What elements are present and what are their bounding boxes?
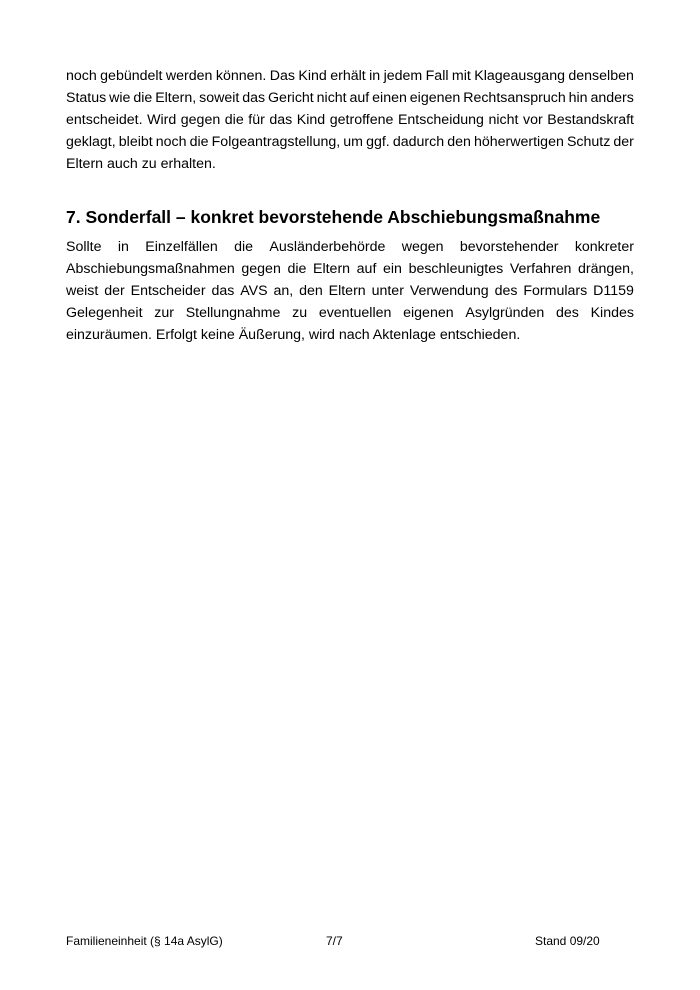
word: Bestandskraft bbox=[547, 112, 634, 128]
word: eventuellen bbox=[318, 305, 392, 321]
word: Folgeantragstellung, bbox=[211, 134, 341, 150]
paragraph-line: Eltern auch zu erhalten. bbox=[66, 156, 216, 172]
word: bleibt bbox=[118, 134, 153, 150]
word: Eltern bbox=[313, 261, 351, 277]
word: der bbox=[613, 134, 634, 150]
word: ggf. bbox=[366, 134, 390, 150]
word: wie bbox=[109, 90, 131, 106]
word: Rechtsanspruch bbox=[463, 90, 566, 106]
word: Abschiebungsmaßnahmen bbox=[66, 261, 235, 277]
word: Schutz bbox=[566, 134, 611, 150]
word: D1159 bbox=[593, 283, 634, 299]
paragraph-line bbox=[66, 280, 634, 302]
word: beschleunigtes bbox=[408, 261, 504, 277]
paragraph-line bbox=[66, 87, 634, 109]
word: unter bbox=[371, 283, 404, 299]
word: Formulars bbox=[523, 283, 588, 299]
word: in bbox=[117, 239, 129, 255]
section-heading: 7. Sonderfall – konkret bevorstehende Abschiebungsmaßnahme bbox=[66, 207, 601, 227]
word: entscheidet. bbox=[66, 112, 143, 128]
word: drängen, bbox=[577, 261, 634, 277]
word: die bbox=[224, 112, 244, 128]
word: das bbox=[242, 90, 266, 106]
paragraph-line bbox=[66, 236, 634, 258]
word: Eltern, bbox=[155, 90, 197, 106]
word: vor bbox=[522, 112, 543, 128]
word: nicht bbox=[316, 90, 347, 106]
paragraph-continuation bbox=[66, 65, 634, 175]
word: gegen bbox=[180, 112, 221, 128]
word: Gelegenheit bbox=[66, 305, 143, 321]
word: werden bbox=[165, 68, 213, 84]
word: dadurch bbox=[392, 134, 445, 150]
word: Stellungnahme bbox=[185, 305, 281, 321]
word: jedem bbox=[383, 68, 423, 84]
paragraph-line bbox=[66, 65, 634, 87]
word: Verfahren bbox=[509, 261, 572, 277]
word: die bbox=[133, 90, 153, 106]
word: anders bbox=[590, 90, 634, 106]
word: Ausländerbehörde bbox=[269, 239, 386, 255]
word: eigenen bbox=[403, 305, 454, 321]
word: gegen bbox=[241, 261, 281, 277]
word: eigenen bbox=[409, 90, 461, 106]
word: mit bbox=[451, 68, 471, 84]
word: an, bbox=[273, 283, 294, 299]
word: erhält bbox=[330, 68, 366, 84]
word: noch bbox=[66, 68, 97, 84]
word: geklagt, bbox=[66, 134, 116, 150]
word: getroffene bbox=[329, 112, 394, 128]
word: des bbox=[494, 283, 518, 299]
word: den bbox=[447, 134, 471, 150]
word: der bbox=[104, 283, 125, 299]
word: höherwertigen bbox=[473, 134, 564, 150]
word: die bbox=[189, 134, 209, 150]
footer-version: Stand 09/20 bbox=[535, 934, 600, 948]
footer-page-number: 7/7 bbox=[326, 934, 343, 948]
paragraph-line: einzuräumen. Erfolgt keine Äußerung, wird nach Aktenlage entschieden. bbox=[66, 327, 521, 343]
word: Wird bbox=[147, 112, 177, 128]
word: Kind bbox=[298, 68, 327, 84]
word: Kind bbox=[296, 112, 326, 128]
word: noch bbox=[155, 134, 187, 150]
word: können. bbox=[215, 68, 267, 84]
word: den bbox=[299, 283, 323, 299]
paragraph-section-7 bbox=[66, 236, 634, 346]
word: Einzelfällen bbox=[145, 239, 218, 255]
word: Entscheidung bbox=[397, 112, 484, 128]
word: Verwendung bbox=[409, 283, 489, 299]
word: hin bbox=[568, 90, 588, 106]
word: in bbox=[369, 68, 381, 84]
word: Entscheider bbox=[130, 283, 206, 299]
word: zu bbox=[292, 305, 308, 321]
word: Gericht bbox=[268, 90, 314, 106]
paragraph-line bbox=[66, 131, 634, 153]
word: denselben bbox=[568, 68, 634, 84]
word: Fall bbox=[425, 68, 449, 84]
word: ein bbox=[383, 261, 402, 277]
word: einen bbox=[372, 90, 407, 106]
word: das bbox=[269, 112, 293, 128]
word: nicht bbox=[488, 112, 519, 128]
word: bevorstehender bbox=[459, 239, 559, 255]
word: des bbox=[555, 305, 579, 321]
footer-document-title: Familieneinheit (§ 14a AsylG) bbox=[66, 934, 223, 948]
word: Sollte bbox=[66, 239, 102, 255]
word: zur bbox=[154, 305, 174, 321]
paragraph-line bbox=[66, 302, 634, 324]
word: Eltern bbox=[328, 283, 366, 299]
word: Klageausgang bbox=[474, 68, 565, 84]
word: die bbox=[234, 239, 254, 255]
word: die bbox=[287, 261, 307, 277]
word: gebündelt bbox=[100, 68, 163, 84]
paragraph-line bbox=[66, 258, 634, 280]
word: Kindes bbox=[590, 305, 634, 321]
word: Status bbox=[66, 90, 107, 106]
word: wegen bbox=[401, 239, 444, 255]
word: auf bbox=[356, 261, 377, 277]
word: konkreter bbox=[574, 239, 634, 255]
word: das bbox=[211, 283, 235, 299]
word: Das bbox=[269, 68, 295, 84]
word: für bbox=[248, 112, 265, 128]
word: auf bbox=[349, 90, 370, 106]
paragraph-line bbox=[66, 109, 634, 131]
word: soweit bbox=[199, 90, 240, 106]
word: Asylgründen bbox=[465, 305, 545, 321]
word: weist bbox=[66, 283, 99, 299]
word: um bbox=[343, 134, 363, 150]
word: AVS bbox=[240, 283, 268, 299]
